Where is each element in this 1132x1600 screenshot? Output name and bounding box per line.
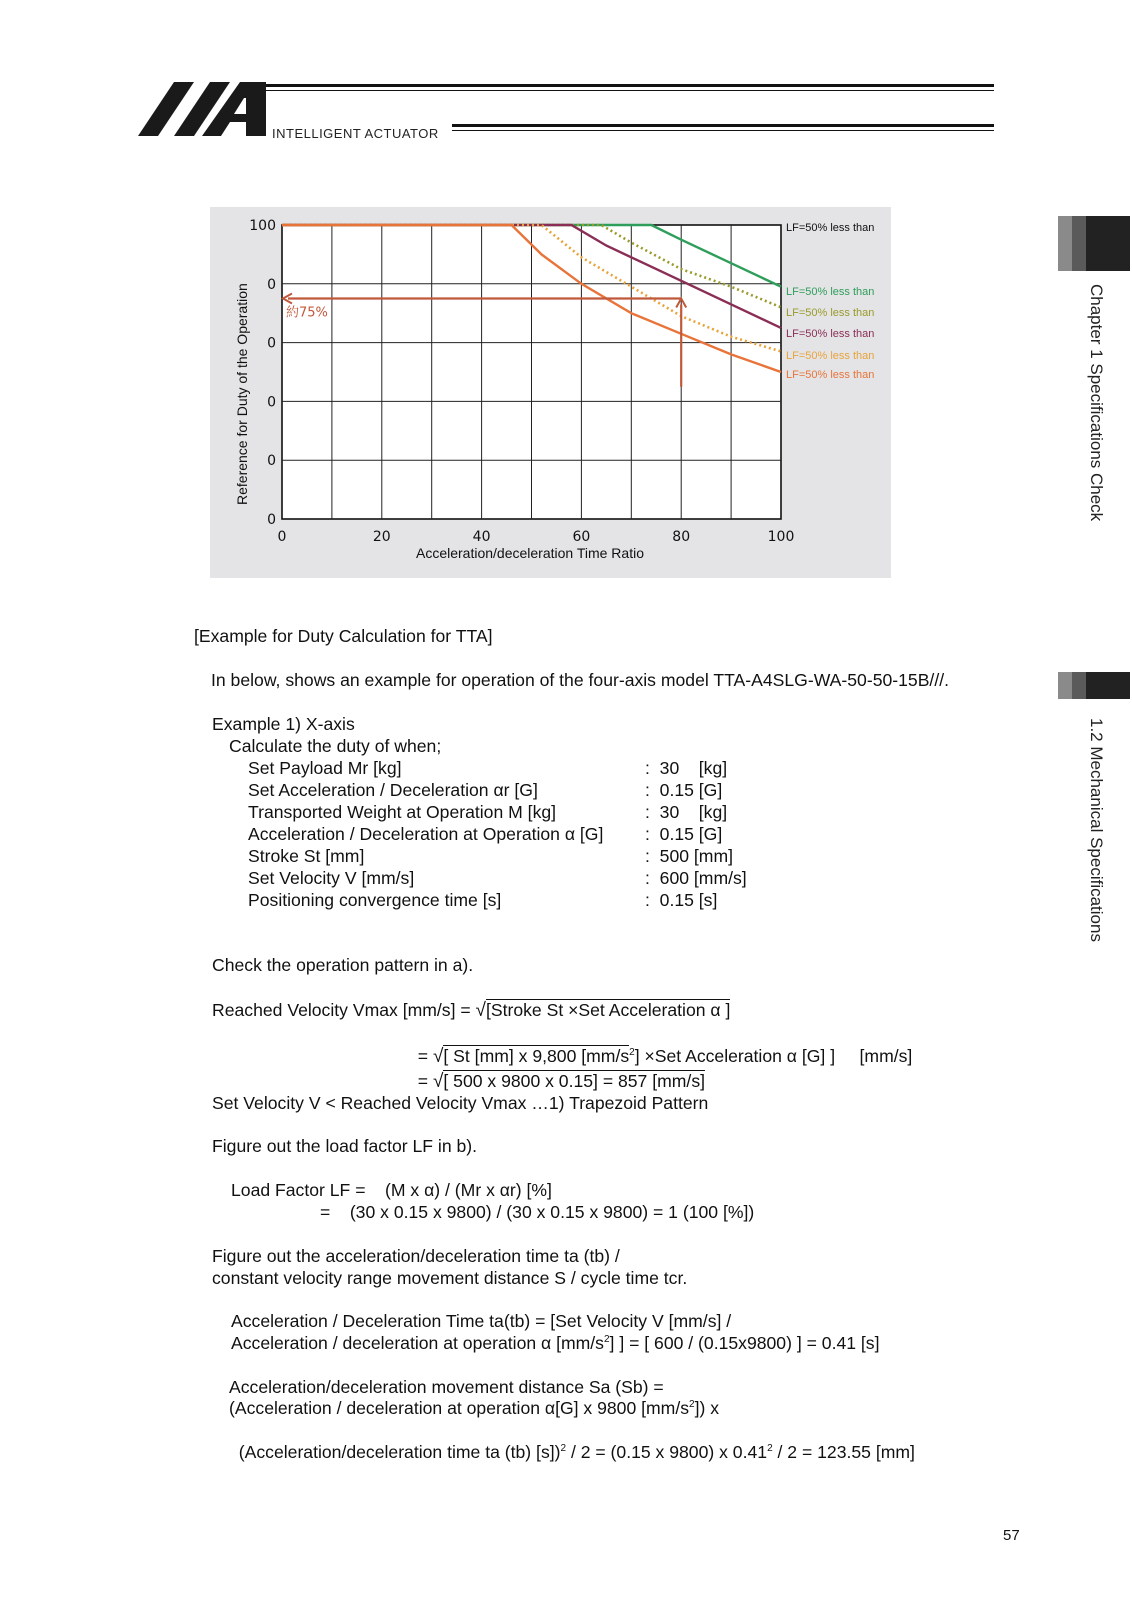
vmax-rhs-3: [ 500 x 9800 x 0.15] = 857 [mm/s]: [443, 1071, 706, 1091]
lf-equation-1: Load Factor LF = (M x α) / (Mr x αr) [%]: [231, 1180, 552, 1200]
vmax-rhs-2a: [ St [mm] x 9,800 [mm/s: [443, 1046, 630, 1066]
vmax-equation-3: [408, 1048, 705, 1093]
superscript-2: 2: [629, 1047, 635, 1059]
x-tick-label: 20: [372, 529, 391, 545]
ta-eq2-part-b: ] ] = [ 600 / (0.15x9800) ] = 0.41 [s]: [609, 1333, 880, 1353]
ta-intro-1: Figure out the acceleration/deceleration time ta (tb) /: [212, 1246, 620, 1266]
page-number: 57: [1003, 1527, 1020, 1544]
lf-equation-2: = (30 x 0.15 x 9800) / (30 x 0.15 x 9800) = 1 (100 [%]): [320, 1202, 755, 1222]
param-label: Transported Weight at Operation M [kg]: [248, 802, 557, 822]
vmax-lhs: Reached Velocity Vmax [mm/s] =: [212, 1000, 471, 1020]
sa-eq3-part-b: / 2 = (0.15 x 9800) x 0.41: [566, 1442, 768, 1462]
superscript-2: 2: [560, 1443, 567, 1455]
param-label: Acceleration / Deceleration at Operation α [G]: [248, 824, 604, 844]
example-title: Example 1) X-axis: [212, 714, 355, 734]
vmax-rhs-2b: ] ×Set Acceleration α [G] ] [mm/s]: [634, 1046, 913, 1066]
x-tick-label: 0: [277, 529, 287, 545]
x-tick-label: 80: [672, 529, 691, 545]
legend-entry: LF=50% less than: [786, 307, 875, 319]
x-tick-label: 40: [472, 529, 491, 545]
superscript-2: 2: [767, 1443, 773, 1455]
section-tab: [1058, 672, 1130, 699]
equals-sign: =: [417, 1046, 433, 1066]
legend-entry: LF=50% less than: [786, 350, 875, 362]
sa-eq2-part-a: (Acceleration / deceleration at operation α[G] x 9800 [mm/s: [229, 1398, 690, 1418]
sa-equation-2: [229, 1397, 719, 1419]
legend-entry: LF=50% less than: [786, 369, 875, 381]
marker-label: 約75%: [286, 305, 328, 321]
param-value: : 0.15 [G]: [645, 824, 723, 844]
x-tick-label: 60: [572, 529, 591, 545]
iai-logo: [138, 80, 270, 140]
param-value: : 0.15 [s]: [645, 890, 718, 910]
chapter-tab: [1058, 216, 1130, 271]
sqrt-symbol: √: [432, 1071, 444, 1092]
y-tick-label: 0: [267, 335, 276, 352]
calc-line: Calculate the duty of when;: [229, 736, 442, 756]
y-tick-label: 0: [267, 276, 276, 293]
superscript-2: 2: [689, 1399, 695, 1411]
param-label: Stroke St [mm]: [248, 846, 365, 866]
x-tick-label: 100: [767, 529, 795, 545]
sa-eq3-part-c: / 2 = 123.55 [mm]: [772, 1442, 915, 1462]
header-rule-bottom-1: [452, 124, 994, 127]
sqrt-symbol: √: [432, 1046, 444, 1067]
y-tick-label: 100: [249, 218, 276, 234]
superscript-2: 2: [603, 1334, 610, 1346]
sa-equation-1: Acceleration/deceleration movement distance Sa (Sb) =: [229, 1377, 664, 1397]
param-value: : 0.15 [G]: [645, 780, 723, 800]
chart-x-axis-label: Acceleration/deceleration Time Ratio: [415, 545, 645, 561]
chart-y-axis-label: Reference for Duty of the Operation: [234, 283, 250, 505]
intro-text: In below, shows an example for operation of the four-axis model TTA-A4SLG-WA-50-50-15B///.: [211, 670, 949, 690]
sqrt-symbol: √: [475, 1000, 486, 1021]
legend-top-label: LF=50% less than: [786, 222, 875, 234]
section-title: 1.2 Mechanical Specifications: [1087, 718, 1106, 942]
vmax-rhs-1: [Stroke St ×Set Acceleration α ]: [485, 1000, 731, 1020]
param-value: : 500 [mm]: [645, 846, 733, 866]
chart-panel: [210, 207, 891, 578]
sa-equation-3: [229, 1419, 915, 1463]
param-value: : 30 [kg]: [645, 802, 728, 822]
check-pattern-text: Check the operation pattern in a).: [212, 955, 474, 975]
ta-eq2-part-a: Acceleration / deceleration at operation α [mm/s: [231, 1333, 604, 1353]
param-label: Set Payload Mr [kg]: [248, 758, 402, 778]
sa-eq3-part-a: (Acceleration/deceleration time ta (tb) [s]): [238, 1442, 561, 1462]
header-rule-top-2: [266, 90, 994, 91]
ta-equation-2: [231, 1332, 879, 1354]
param-label: Set Acceleration / Deceleration αr [G]: [248, 780, 538, 800]
y-tick-label: 0: [267, 394, 276, 411]
equals-sign: =: [417, 1071, 433, 1091]
param-label: Set Velocity V [mm/s]: [248, 868, 415, 888]
header-rule-bottom-2: [452, 130, 994, 131]
param-value: : 30 [kg]: [645, 758, 728, 778]
legend-entry: LF=50% less than: [786, 328, 875, 340]
param-label: Positioning convergence time [s]: [248, 890, 502, 910]
duty-chart: [210, 207, 891, 578]
param-value: : 600 [mm/s]: [645, 868, 747, 888]
ta-equation-1: Acceleration / Deceleration Time ta(tb) = [Set Velocity V [mm/s] /: [231, 1311, 732, 1331]
vmax-equation-1: [212, 999, 730, 1022]
y-tick-label: 0: [267, 512, 276, 528]
lf-intro: Figure out the load factor LF in b).: [212, 1136, 478, 1156]
trapezoid-text: Set Velocity V < Reached Velocity Vmax …1) Trapezoid Pattern: [212, 1093, 709, 1113]
y-tick-label: 0: [267, 453, 276, 470]
header-rule-top-1: [266, 84, 994, 87]
chapter-title: Chapter 1 Specifications Check: [1087, 284, 1106, 522]
brand-text: INTELLIGENT ACTUATOR: [272, 126, 439, 141]
ta-intro-2: constant velocity range movement distance S / cycle time tcr.: [212, 1268, 688, 1288]
sa-eq2-part-b: ]) x: [694, 1398, 720, 1418]
example-heading: [Example for Duty Calculation for TTA]: [194, 626, 493, 646]
legend-entry: LF=50% less than: [786, 286, 875, 298]
